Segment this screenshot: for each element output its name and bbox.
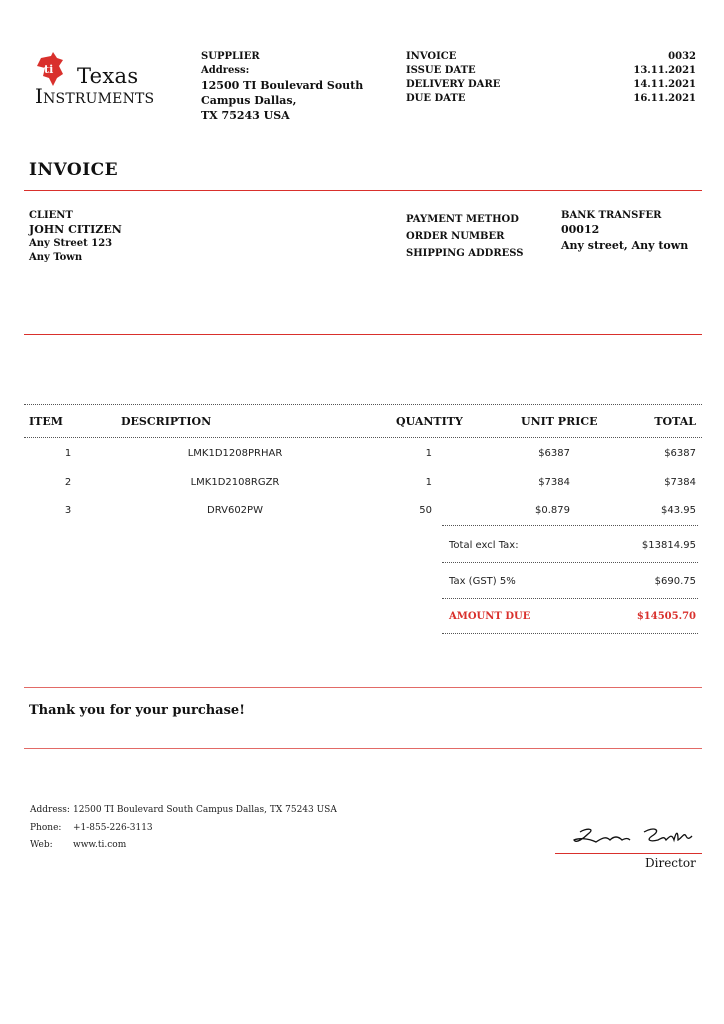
col-header-total: TOTAL	[654, 415, 696, 428]
signature-line	[555, 853, 702, 854]
footer-address-label: Address:	[30, 805, 70, 815]
shipping-address-label: SHIPPING ADDRESS	[406, 248, 524, 259]
table-row	[0, 477, 724, 497]
row-quantity: 1	[425, 477, 432, 488]
footer-web-label: Web:	[30, 840, 53, 850]
delivery-date-label: DELIVERY DARE	[406, 79, 501, 90]
row-item: 2	[64, 477, 72, 488]
table-row	[0, 505, 724, 525]
table-row	[0, 448, 724, 468]
supplier-address-label: Address:	[201, 65, 250, 76]
delivery-date: 14.11.2021	[633, 79, 696, 90]
invoice-number-label: INVOICE	[406, 51, 457, 62]
order-number-label: ORDER NUMBER	[406, 231, 505, 242]
signature	[566, 824, 696, 850]
thanks-top-divider	[24, 687, 702, 688]
row-unit-price: $0.879	[535, 505, 570, 516]
subtotal-label: Total excl Tax:	[449, 540, 519, 551]
due-date: 16.11.2021	[633, 93, 696, 104]
title-divider	[24, 190, 702, 191]
footer-phone: +1-855-226-3113	[73, 823, 153, 833]
summary-rule	[442, 562, 698, 563]
invoice-meta-values	[600, 50, 696, 106]
col-header-description: DESCRIPTION	[121, 415, 212, 428]
row-quantity: 50	[419, 505, 432, 516]
supplier-block	[201, 50, 363, 123]
payment-values	[561, 209, 688, 253]
client-street: Any Street 123	[29, 238, 113, 249]
table-header-rule	[24, 437, 702, 438]
supplier-address-line3: TX 75243 USA	[201, 109, 290, 122]
footer-phone-label: Phone:	[30, 823, 62, 833]
tax-label: Tax (GST) 5%	[449, 576, 516, 587]
client-block	[29, 209, 122, 265]
payment-method-label: PAYMENT METHOD	[406, 214, 519, 225]
tax-value: $690.75	[654, 576, 696, 587]
subtotal-value: $13814.95	[641, 540, 696, 551]
invoice-meta-labels	[406, 50, 500, 106]
footer-address: 12500 TI Boulevard South Campus Dallas, TX 75243 USA	[73, 805, 337, 815]
row-total: $43.95	[661, 505, 696, 516]
client-heading: CLIENT	[29, 210, 73, 221]
footer-web: www.ti.com	[73, 840, 127, 850]
logo-text-line2: Instruments	[35, 84, 155, 108]
company-logo	[33, 52, 193, 110]
summary-rule	[442, 598, 698, 599]
row-quantity: 1	[425, 448, 432, 459]
thanks-bottom-divider	[24, 748, 702, 749]
supplier-heading: SUPPLIER	[201, 51, 260, 62]
row-description: LMK1D2108RGZR	[190, 477, 280, 488]
order-number: 00012	[561, 223, 600, 236]
payment-labels	[406, 211, 524, 262]
signer-title: Director	[645, 856, 696, 870]
col-header-item: ITEM	[29, 415, 63, 428]
row-total: $7384	[664, 477, 696, 488]
client-town: Any Town	[29, 252, 83, 263]
shipping-address: Any street, Any town	[561, 239, 689, 252]
summary-rule	[442, 633, 698, 634]
invoice-number: 0032	[668, 51, 696, 62]
issue-date: 13.11.2021	[633, 65, 696, 76]
supplier-address-line2: Campus Dallas,	[201, 94, 297, 107]
summary-rule	[442, 525, 698, 526]
payment-method: BANK TRANSFER	[561, 210, 662, 221]
issue-date-label: ISSUE DATE	[406, 65, 476, 76]
thank-you-message: Thank you for your purchase!	[29, 703, 245, 718]
page-title: INVOICE	[29, 160, 119, 180]
supplier-address-line1: 12500 TI Boulevard South	[201, 79, 364, 92]
row-unit-price: $6387	[538, 448, 570, 459]
amount-due-value: $14505.70	[636, 611, 696, 622]
row-description: LMK1D1208PRHAR	[187, 448, 283, 459]
row-item: 1	[64, 448, 72, 459]
signature-icon	[566, 824, 696, 850]
row-description: DRV602PW	[207, 505, 263, 516]
table-top-rule	[24, 404, 702, 405]
col-header-unit-price: UNIT PRICE	[521, 415, 598, 428]
col-header-quantity: QUANTITY	[396, 415, 463, 428]
due-date-label: DUE DATE	[406, 93, 466, 104]
client-name: JOHN CITIZEN	[29, 223, 122, 236]
client-section-divider	[24, 334, 702, 335]
row-item: 3	[64, 505, 72, 516]
row-total: $6387	[664, 448, 696, 459]
svg-text:ti: ti	[44, 63, 54, 76]
logo-text-line1: Texas	[77, 64, 139, 88]
row-unit-price: $7384	[538, 477, 570, 488]
amount-due-label: AMOUNT DUE	[449, 611, 531, 622]
